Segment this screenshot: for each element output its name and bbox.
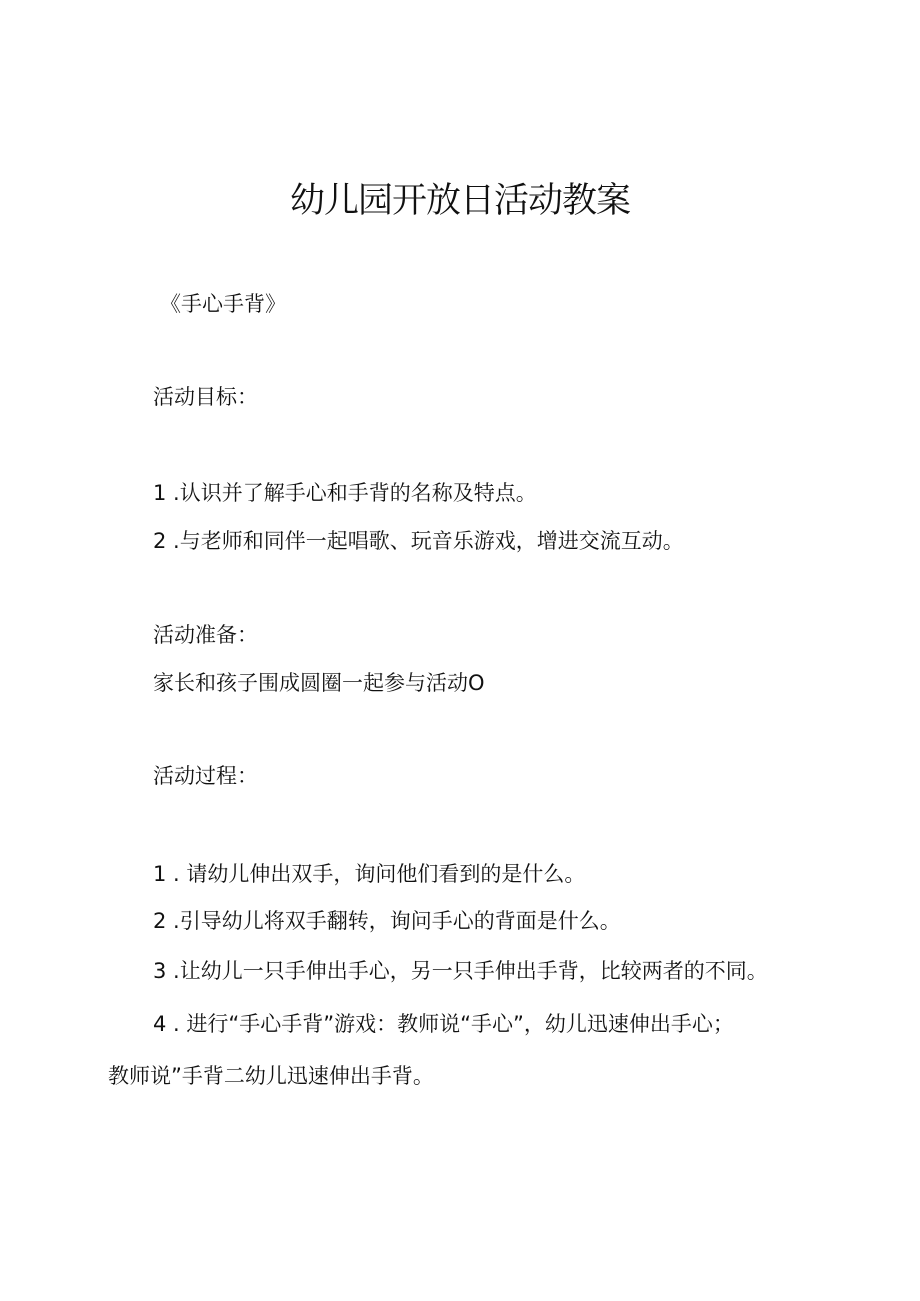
goal-item: 2 .与老师和同伴一起唱歌、玩音乐游戏，增进交流互动。 bbox=[153, 529, 684, 553]
goals-heading: 活动目标： bbox=[153, 385, 258, 409]
process-step: 3 .让幼儿一只手伸出手心，另一只手伸出手背，比较两者的不同。 bbox=[153, 959, 768, 983]
process-step-continuation: 教师说”手背二幼儿迅速伸出手背。 bbox=[108, 1064, 434, 1088]
preparation-heading: 活动准备： bbox=[153, 623, 258, 647]
preparation-text: 家长和孩子围成圆圈一起参与活动O bbox=[153, 671, 485, 695]
process-heading: 活动过程： bbox=[153, 764, 258, 788]
document-title: 幼儿园开放日活动教案 bbox=[289, 181, 630, 221]
process-step: 4 . 进行“手心手背”游戏：教师说“手心”，幼儿迅速伸出手心； bbox=[153, 1012, 734, 1036]
process-step: 1 . 请幼儿伸出双手，询问他们看到的是什么。 bbox=[153, 862, 586, 886]
goal-item: 1 .认识并了解手心和手背的名称及特点。 bbox=[153, 481, 537, 505]
process-step: 2 .引导幼儿将双手翻转，询问手心的背面是什么。 bbox=[153, 909, 621, 933]
lesson-subtitle: 《手心手背》 bbox=[160, 292, 286, 316]
